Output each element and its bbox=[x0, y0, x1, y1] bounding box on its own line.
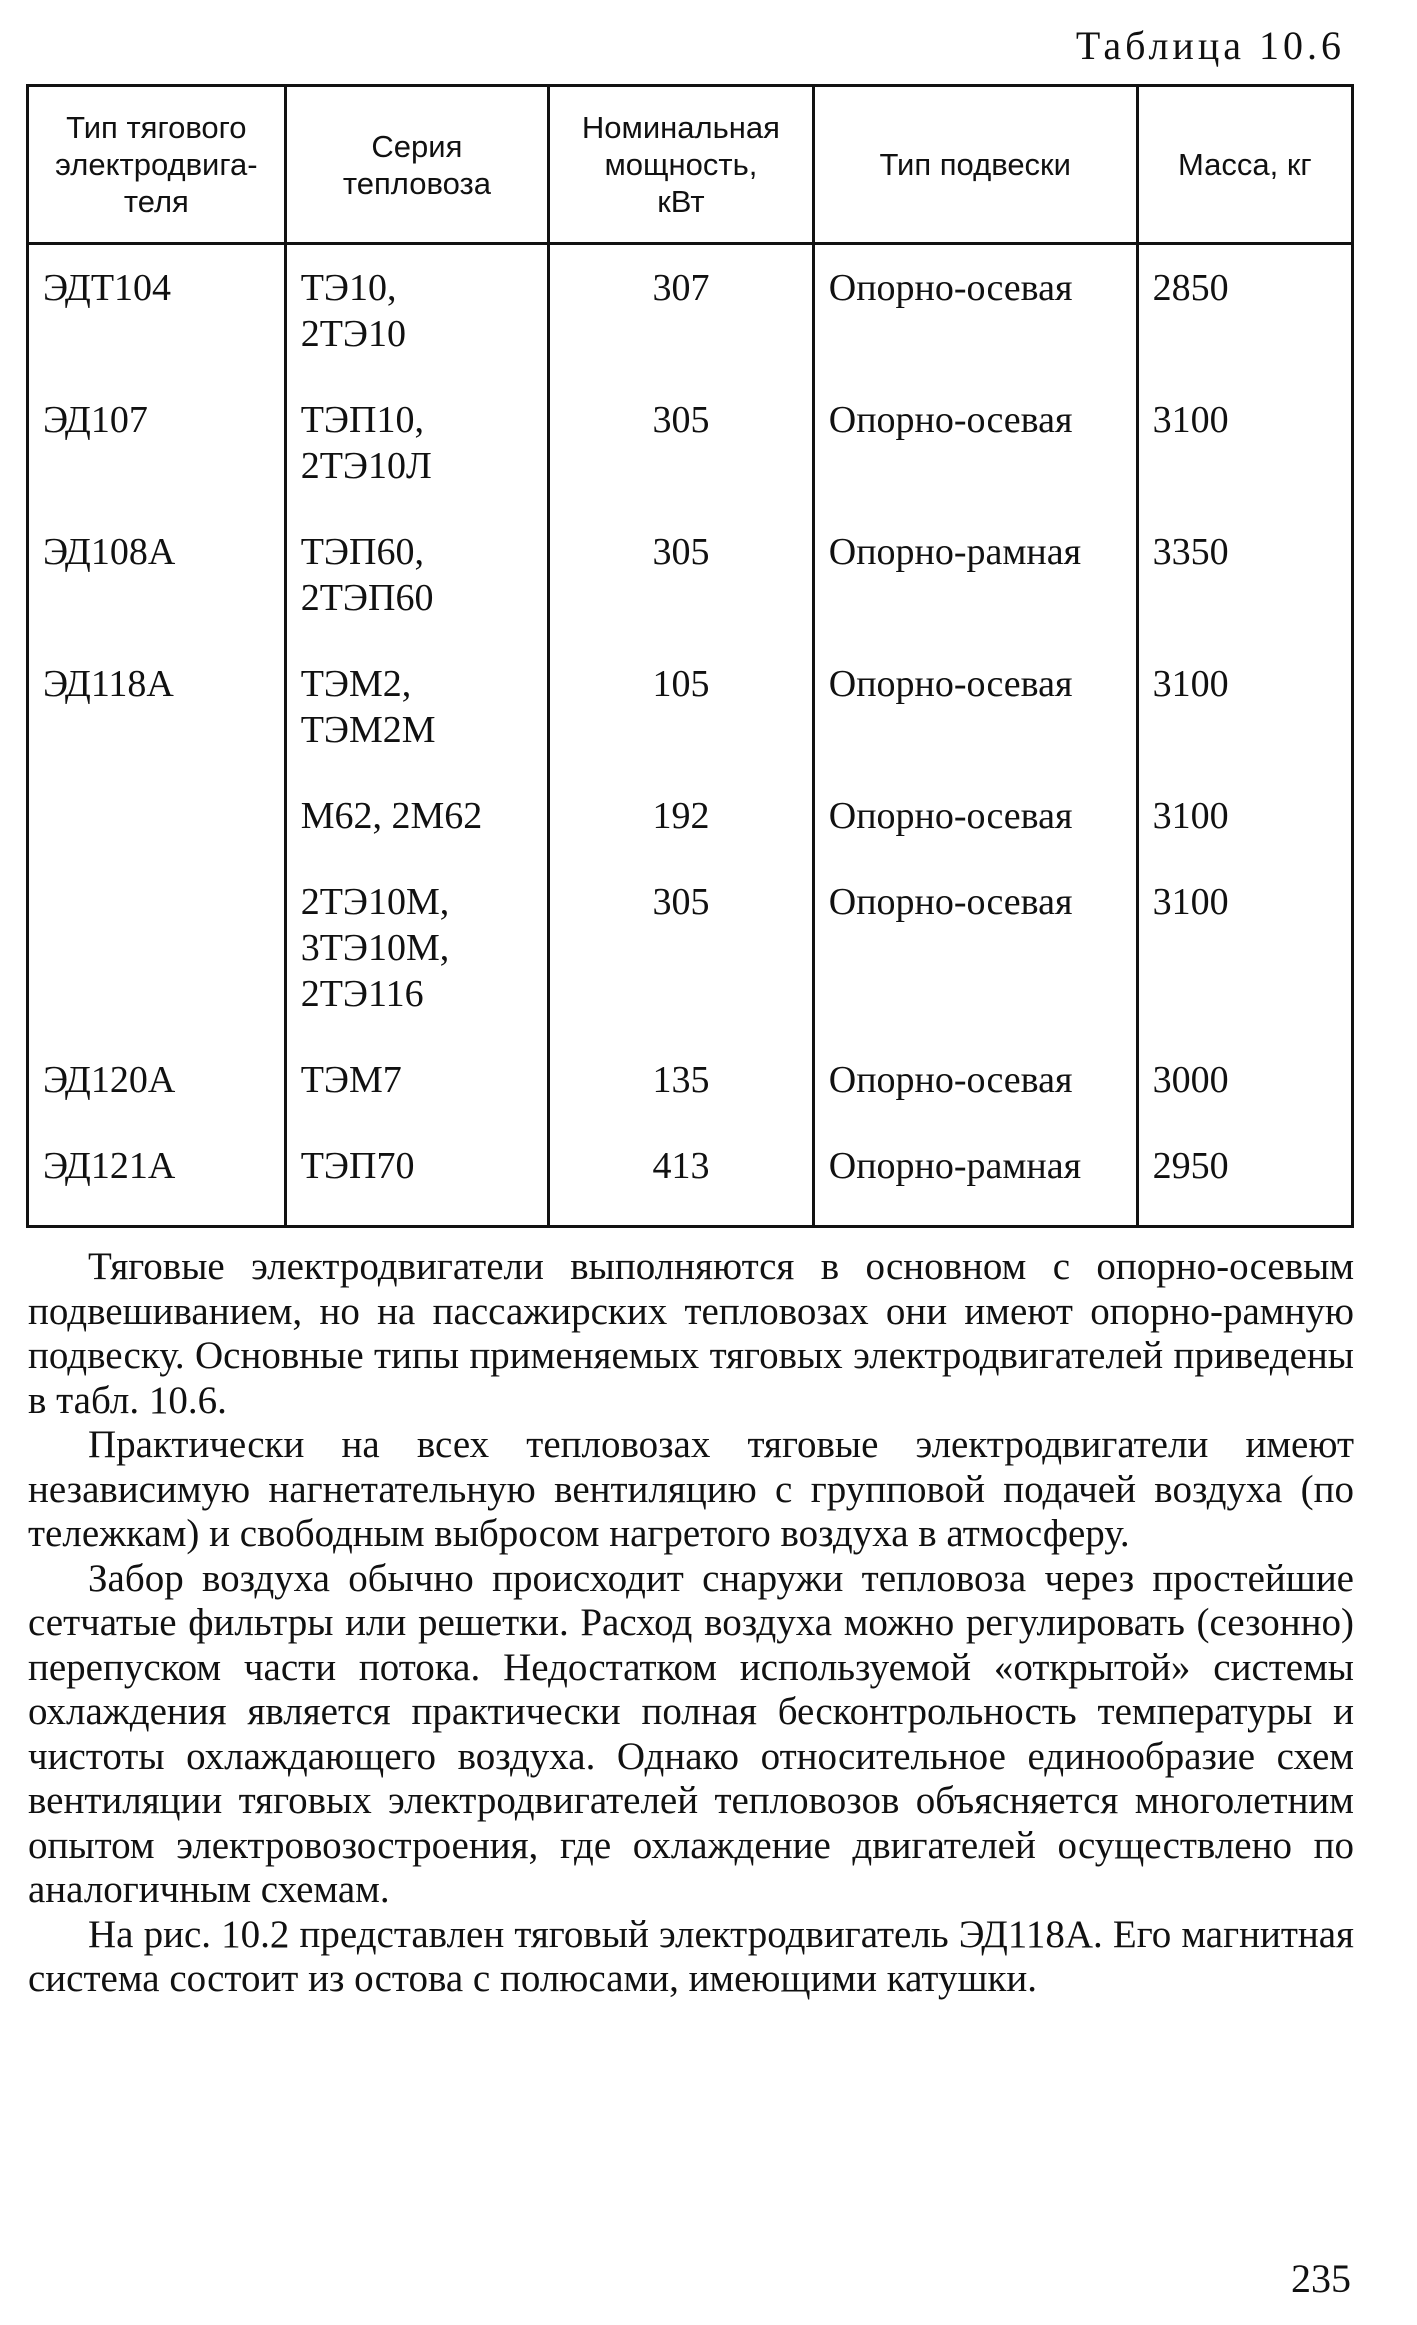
cell-power: 135 bbox=[549, 1041, 814, 1127]
cell-suspension: Опорно-осевая bbox=[813, 645, 1137, 777]
series-line: ТЭМ7 bbox=[300, 1059, 402, 1101]
cell-power: 413 bbox=[549, 1127, 814, 1227]
cell-suspension: Опорно-осевая bbox=[813, 381, 1137, 513]
cell-power: 105 bbox=[549, 645, 814, 777]
table-row bbox=[28, 1127, 1353, 1227]
page-number: 235 bbox=[1291, 2256, 1351, 2301]
cell-suspension: Опорно-рамная bbox=[813, 513, 1137, 645]
header-line: электродвига- bbox=[55, 147, 258, 182]
table-row bbox=[28, 1041, 1353, 1127]
cell-series bbox=[285, 1041, 548, 1127]
series-line: ТЭП10, bbox=[300, 399, 424, 441]
series-line: ТЭП70 bbox=[300, 1145, 415, 1187]
header-line: тепловоза bbox=[342, 165, 491, 201]
series-line: 2ТЭ10 bbox=[300, 313, 407, 355]
cell-series bbox=[285, 645, 548, 777]
cell-motor: ЭД120А bbox=[28, 1041, 286, 1127]
cell-motor: ЭД108А bbox=[28, 513, 286, 645]
cell-mass: 3350 bbox=[1137, 513, 1352, 645]
cell-power: 305 bbox=[549, 863, 814, 1041]
table-body bbox=[28, 244, 1353, 1227]
cell-series bbox=[285, 244, 548, 382]
paragraph: Тяговые электродвигатели выполняются в основном с опорно-осевым подвешиванием, но на пассажирских тепловозах они имеют опорно-рамную подвеску. Основные типы применяемых тяговых электродвигателей приведены в табл. 10.6. bbox=[28, 1245, 1354, 1422]
header-line: Тип тягового bbox=[66, 110, 247, 145]
header-line: мощность, bbox=[604, 147, 758, 182]
cell-suspension: Опорно-осевая bbox=[813, 244, 1137, 382]
traction-motors-table bbox=[26, 84, 1354, 1228]
cell-power: 305 bbox=[549, 513, 814, 645]
header-line: Серия bbox=[371, 128, 463, 164]
cell-motor: ЭД118А bbox=[28, 645, 286, 777]
series-line: М62, 2М62 bbox=[300, 795, 483, 837]
cell-mass: 2950 bbox=[1137, 1127, 1352, 1227]
table-caption: Таблица 10.6 bbox=[1075, 23, 1345, 68]
series-line: 2ТЭП60 bbox=[300, 577, 434, 619]
header-row bbox=[28, 86, 1353, 244]
cell-motor: ЭДТ104 bbox=[28, 244, 286, 382]
cell-power: 307 bbox=[549, 244, 814, 382]
series-line: 2ТЭ10Л bbox=[300, 445, 432, 487]
cell-series bbox=[285, 863, 548, 1041]
header-suspension-type bbox=[813, 86, 1137, 244]
cell-motor bbox=[28, 863, 286, 1041]
cell-mass: 3000 bbox=[1137, 1041, 1352, 1127]
paragraph: Забор воздуха обычно происходит снаружи тепловоза через простейшие сетчатые фильтры или решетки. Расход воздуха можно регулировать (сезонно) перепуском части потока. Недостатком используемой «открытой» системы охлаждения является практически полная бесконтрольность температуры и чистоты охлаждающего воздуха. Однако относительное единообразие схем вентиляции тяговых электродвигателей тепловозов объясняется многолетним опытом электровозостроения, где охлаждение двигателей осуществлено по аналогичным схемам. bbox=[28, 1556, 1354, 1911]
header-line: Масса, кг bbox=[1177, 147, 1312, 182]
table-row bbox=[28, 645, 1353, 777]
cell-motor: ЭД107 bbox=[28, 381, 286, 513]
cell-mass: 2850 bbox=[1137, 244, 1352, 382]
table-row bbox=[28, 381, 1353, 513]
header-line: теля bbox=[123, 184, 189, 219]
cell-mass: 3100 bbox=[1137, 645, 1352, 777]
series-line: ТЭП60, bbox=[300, 531, 424, 573]
table-row bbox=[28, 863, 1353, 1041]
series-line: 2ТЭ116 bbox=[300, 973, 424, 1015]
cell-suspension: Опорно-осевая bbox=[813, 863, 1137, 1041]
table-row bbox=[28, 777, 1353, 863]
header-rated-power bbox=[549, 86, 814, 244]
cell-mass: 3100 bbox=[1137, 863, 1352, 1041]
header-line: Тип подвески bbox=[879, 147, 1071, 182]
table-row bbox=[28, 513, 1353, 645]
cell-power: 192 bbox=[549, 777, 814, 863]
series-line: ТЭМ2М bbox=[300, 709, 436, 751]
series-line: 3ТЭ10М, bbox=[300, 927, 450, 969]
cell-power: 305 bbox=[549, 381, 814, 513]
cell-series bbox=[285, 381, 548, 513]
cell-mass: 3100 bbox=[1137, 777, 1352, 863]
cell-suspension: Опорно-осевая bbox=[813, 777, 1137, 863]
cell-mass: 3100 bbox=[1137, 381, 1352, 513]
cell-suspension: Опорно-рамная bbox=[813, 1127, 1137, 1227]
header-mass bbox=[1137, 86, 1352, 244]
cell-series bbox=[285, 777, 548, 863]
series-line: ТЭ10, bbox=[300, 267, 397, 309]
cell-suspension: Опорно-осевая bbox=[813, 1041, 1137, 1127]
header-line: Номинальная bbox=[581, 110, 780, 145]
series-line: 2ТЭ10М, bbox=[300, 881, 450, 923]
table-row bbox=[28, 244, 1353, 382]
cell-series bbox=[285, 513, 548, 645]
header-line: кВт bbox=[657, 184, 705, 219]
paragraph: Практически на всех тепловозах тяговые электродвигатели имеют независимую нагнетательную вентиляцию с групповой подачей воздуха (по тележкам) и свободным выбросом нагретого воздуха в атмосферу. bbox=[28, 1423, 1354, 1555]
header-motor-type bbox=[28, 86, 286, 244]
paragraph: На рис. 10.2 представлен тяговый электродвигатель ЭД118А. Его магнитная система состоит из остова с полюсами, имеющими катушки. bbox=[28, 1912, 1354, 2000]
table-header bbox=[28, 86, 1353, 244]
cell-series bbox=[285, 1127, 548, 1227]
body-text bbox=[28, 1245, 1354, 2002]
cell-motor bbox=[28, 777, 286, 863]
header-locomotive-series bbox=[285, 86, 548, 244]
cell-motor: ЭД121А bbox=[28, 1127, 286, 1227]
series-line: ТЭМ2, bbox=[300, 663, 412, 705]
